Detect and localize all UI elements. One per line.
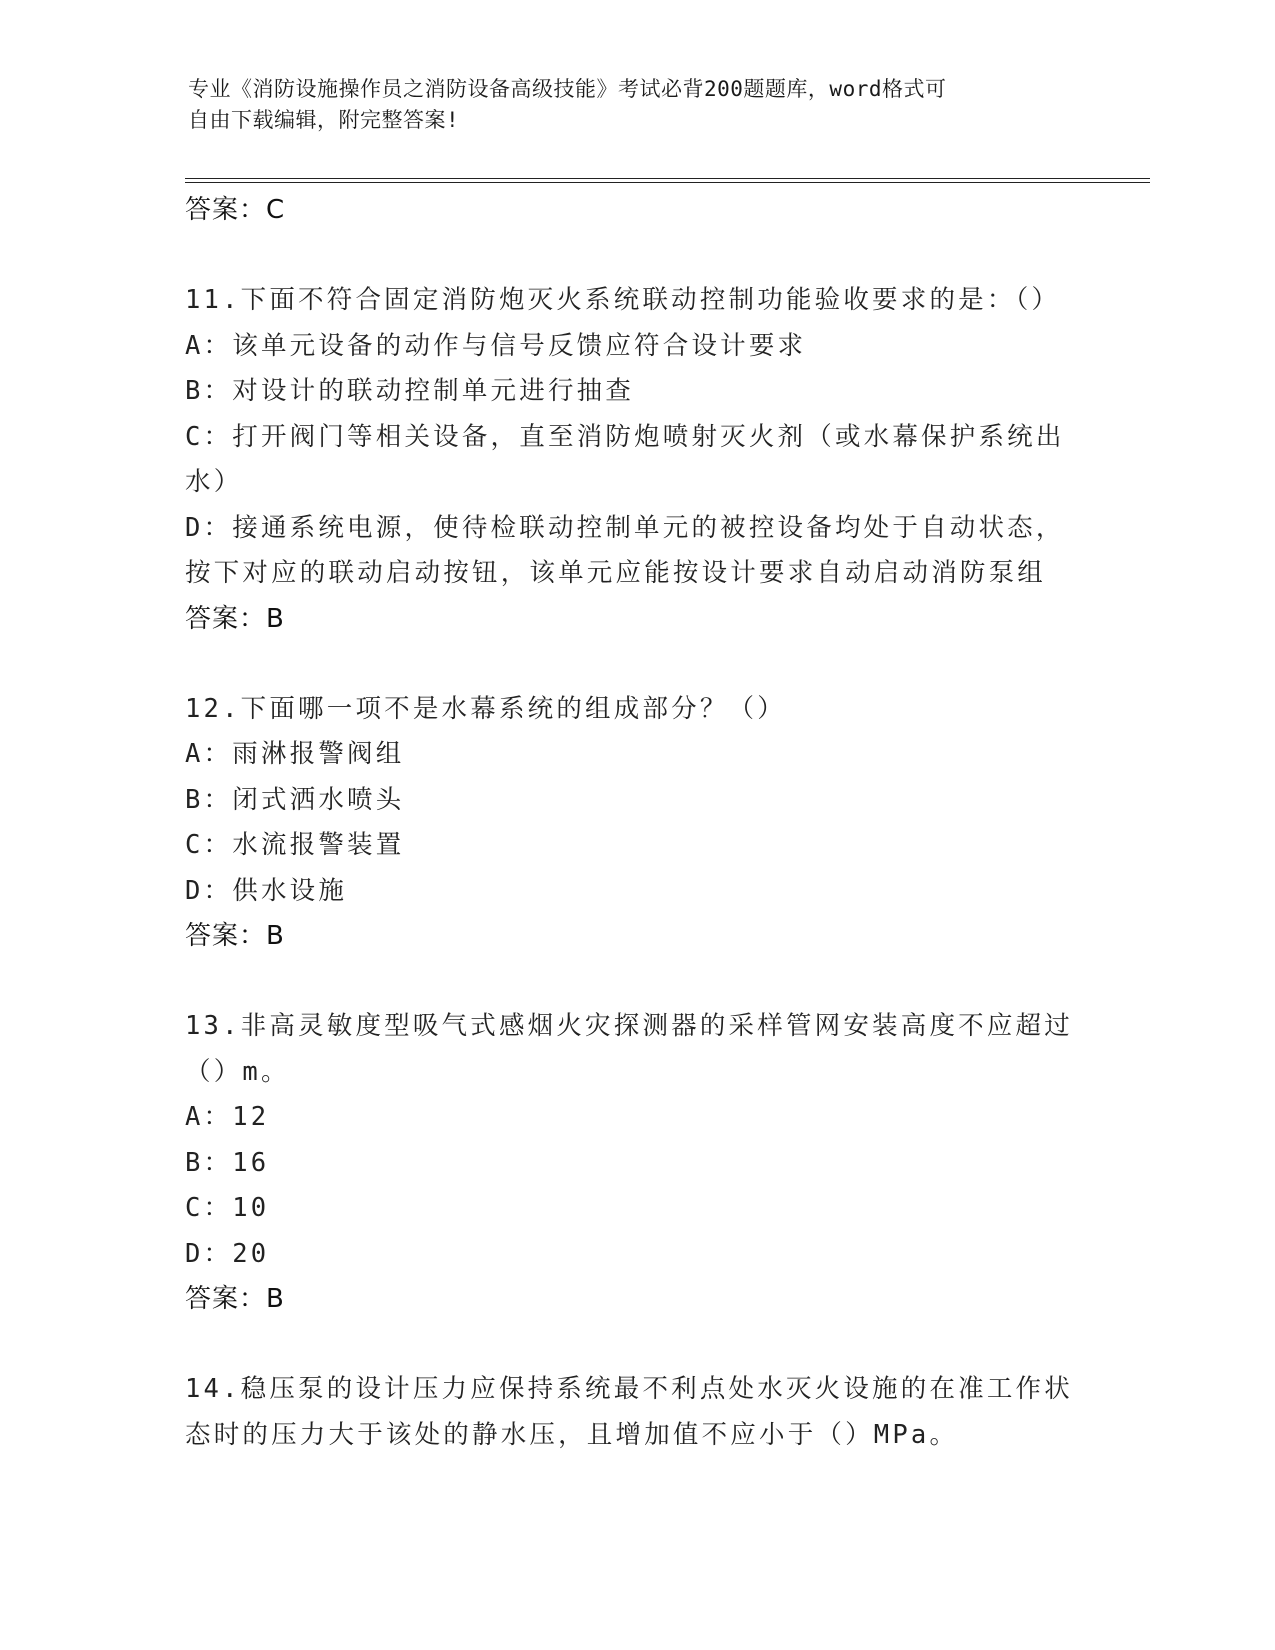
spacer: [185, 958, 1085, 1004]
option-a: A：该单元设备的动作与信号反馈应符合设计要求: [185, 330, 807, 361]
question-stem: 11.下面不符合固定消防炮灭火系统联动控制功能验收要求的是：（）: [185, 285, 1061, 315]
option-d: D：接通系统电源，使待检联动控制单元的被控设备均处于自动状态，按下对应的联动启动按钮，该单元应能按设计要求自动启动消防泵组: [185, 512, 1065, 588]
option-b: B：闭式洒水喷头: [185, 784, 405, 815]
option-d: D：供水设施: [185, 875, 348, 906]
question-11: [185, 278, 1085, 641]
question-14: [185, 1367, 1085, 1458]
question-12: [185, 687, 1085, 959]
option-a: A：雨淋报警阀组: [185, 739, 405, 769]
answer-line: 答案：C: [185, 195, 286, 225]
header-line-1: 专业《消防设施操作员之消防设备高级技能》考试必背200题题库，word格式可: [188, 77, 947, 101]
question-13: [185, 1004, 1085, 1321]
answer-line: 答案：B: [185, 921, 285, 951]
header-line-2: 自由下载编辑，附完整答案!: [188, 108, 460, 132]
question-stem: 13.非高灵敏度型吸气式感烟火灾探测器的采样管网安装高度不应超过（）m。: [185, 1011, 1073, 1087]
option-b: B：16: [185, 1147, 270, 1178]
option-a: A：12: [185, 1102, 270, 1132]
option-d: D：20: [185, 1238, 270, 1269]
question-stem: 12.下面哪一项不是水幕系统的组成部分？（）: [185, 693, 786, 724]
option-c: C：水流报警装置: [185, 830, 405, 860]
question-stem: 14.稳压泵的设计压力应保持系统最不利点处水灭火设施的在准工作状态时的压力大于该处的静水压，且增加值不应小于（）MPa。: [185, 1374, 1073, 1450]
option-b: B：对设计的联动控制单元进行抽查: [185, 376, 635, 406]
question-list: [185, 188, 1085, 1458]
header-divider-top: [185, 178, 1150, 179]
document-header: [188, 74, 1068, 136]
option-c: C：打开阀门等相关设备，直至消防炮喷射灭火剂（或水幕保护系统出水）: [185, 421, 1065, 497]
answer-line: 答案：B: [185, 1284, 285, 1314]
spacer: [185, 1321, 1085, 1367]
spacer: [185, 232, 1085, 278]
option-c: C：10: [185, 1193, 270, 1223]
spacer: [185, 641, 1085, 687]
header-divider-bottom: [185, 182, 1150, 183]
answer-line: 答案：B: [185, 603, 285, 634]
